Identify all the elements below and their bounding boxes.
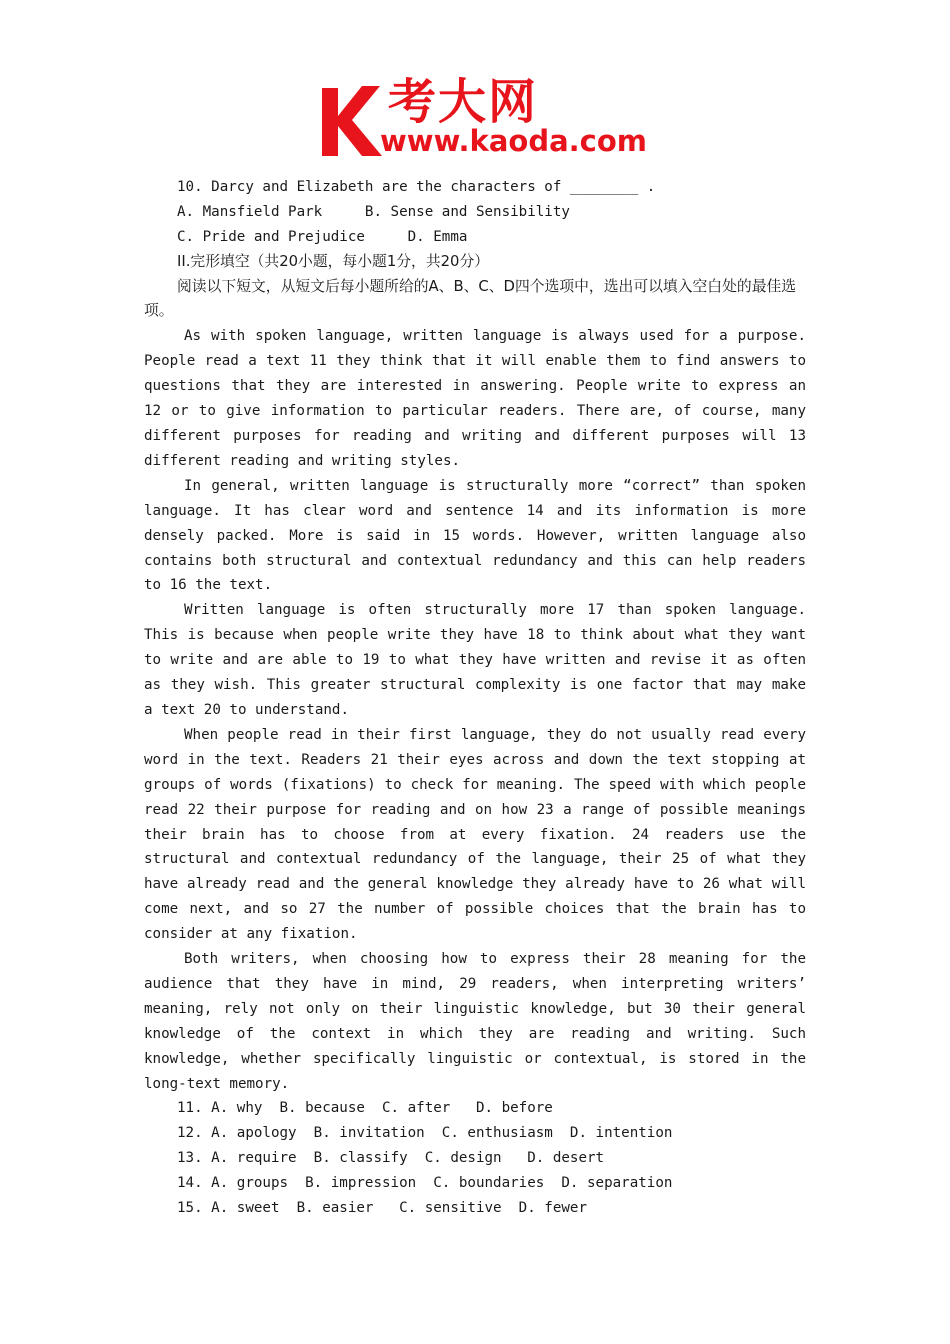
question-10-options-2: C. Pride and Prejudice D. Emma xyxy=(177,228,468,245)
option-row-11: 11. A. why B. because C. after D. before xyxy=(177,1100,553,1117)
option-row-13: 13. A. require B. classify C. design D. desert xyxy=(177,1150,605,1167)
passage-paragraph-2: In general, written language is structurally more “correct” than spoken language. It has clear word and sentence 14 and its information is more densely packed. More is said in 15 words. However, written language also contains both structural and contextual redundancy and this can help readers to 16 the text. xyxy=(144,477,806,594)
logo-url-text: www.kaoda.com xyxy=(380,124,647,158)
document-body xyxy=(144,175,806,1221)
cloze-passage xyxy=(144,324,806,1096)
option-row-15: 15. A. sweet B. easier C. sensitive D. fewer xyxy=(177,1200,587,1217)
passage-paragraph-4: When people read in their first language, they do not usually read every word in the text. Readers 21 their eyes across and down the text stopping at groups of words (fixations) to check for meaning. The speed with which people read 22 their purpose for reading and on how 23 a range of possible meanings their brain has to choose from at every fixation. 24 readers use the structural and contextual redundancy of the language, their 25 of what they have already read and the general knowledge they already have to 26 what will come next, and so 27 the number of possible choices that the brain has to consider at any fixation. xyxy=(144,726,806,943)
passage-paragraph-1: As with spoken language, written language is always used for a purpose. People read a text 11 they think that it will enable them to find answers to questions that they are interested in answering. People write to express an 12 or to give information to particular readers. There are, of course, many different purposes for reading and writing and different purposes will 13 different reading and writing styles. xyxy=(144,328,806,469)
k-letter-icon xyxy=(318,80,388,160)
kaoda-logo xyxy=(318,74,647,160)
passage-paragraph-3: Written language is often structurally more 17 than spoken language. This is because when people write they have 18 to think about what they want to write and are able to 19 to what they have written and revise it as often as they wish. This greater structural complexity is one factor that may make a text 20 to understand. xyxy=(144,602,806,718)
question-10-stem: 10. Darcy and Elizabeth are the characters of ________ . xyxy=(177,179,656,195)
option-row-12: 12. A. apology B. invitation C. enthusiasm D. intention xyxy=(177,1125,673,1142)
option-row-14: 14. A. groups B. impression C. boundaries D. separation xyxy=(177,1175,673,1192)
section-title: II.完形填空（共20小题，每小题1分，共20分） xyxy=(177,252,490,270)
passage-paragraph-5: Both writers, when choosing how to express their 28 meaning for the audience that they have in mind, 29 readers, when interpreting writers’ meaning, rely not only on their linguistic knowledge, but 30 their general knowledge of the context in which they are reading and writing. Such knowledge, whether specifically linguistic or contextual, is stored in the long-text memory. xyxy=(144,951,806,1092)
question-10-options-1: A. Mansfield Park B. Sense and Sensibility xyxy=(177,203,570,220)
logo-chinese-text: 考大网 xyxy=(388,74,539,130)
section-instruction: 阅读以下短文，从短文后每小题所给的A、B、C、D四个选项中，选出可以填入空白处的最佳选项。 xyxy=(144,277,797,320)
